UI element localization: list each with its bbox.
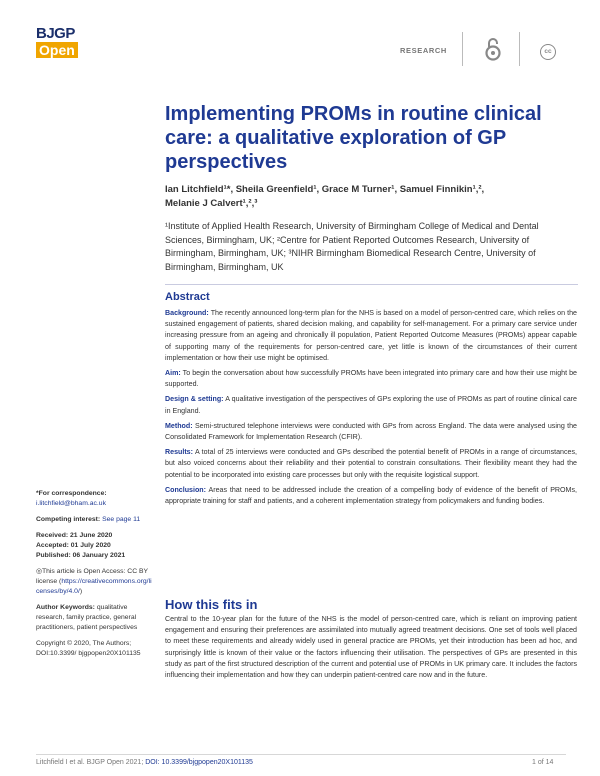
copyright-doi: [36, 639, 154, 659]
footer-doi-link[interactable]: DOI: 10.3399/bjgpopen20X101135: [145, 759, 253, 766]
abstract-results: [165, 447, 577, 481]
header-divider: [519, 32, 520, 66]
section-label: RESEARCH: [400, 46, 447, 55]
page-number: 1 of 14: [532, 759, 554, 766]
section-text: To begin the conversation about how successfully PROMs have been integrated into primary care and how their use might be supported.: [165, 369, 577, 389]
cc-icon: cc: [540, 44, 556, 60]
received-date: Received: 21 June 2020: [36, 532, 113, 539]
correspondence-email[interactable]: i.litchfield@bham.ac.uk: [36, 500, 106, 507]
correspondence: *For correspondence: i.litchfield@bham.ac.uk: [36, 490, 107, 507]
keywords: Author Keywords: qualitative research, family practice, general practitioners, patient perspectives: [36, 604, 138, 631]
affiliations: ¹Institute of Applied Health Research, University of Birmingham College of Medical and Dental Sciences, Birmingham, UK; ²Centre for Patient Reported Outcomes Research, University of Birmingham, Birmingham, UK; ³NIHR Birmingham Biomedical Research Centre, University of Birmingham, Birmingham, UK: [165, 221, 539, 272]
section-label: Results:: [165, 448, 193, 457]
abstract-background: [165, 308, 577, 364]
section-text: Areas that need to be addressed include the creation of a compelling body of evidence of the benefit of PROMs, appropriate training for staff and patients, and a coherent implementation strategy from policymakers and funding bodies.: [165, 485, 577, 506]
copyright: Copyright © 2020, The Authors;: [36, 640, 132, 647]
open-access-icon: [484, 36, 502, 67]
footer-divider: [36, 754, 566, 755]
dates: [36, 531, 154, 561]
abstract-divider: [165, 284, 578, 285]
section-label: Aim:: [165, 369, 181, 378]
section-label: Design & setting:: [165, 395, 224, 404]
abstract-heading: Abstract: [165, 291, 210, 303]
author-list: [165, 183, 545, 211]
article-title: Implementing PROMs in routine clinical care: a qualitative exploration of GP perspectives: [165, 103, 542, 173]
footer-citation: Litchfield I et al. BJGP Open 2021; DOI: 10.3399/bjgpopen20X101135: [36, 759, 253, 766]
abstract-aim: [165, 368, 577, 390]
logo-top-text: BJGP: [36, 25, 75, 42]
accepted-date: Accepted: 01 July 2020: [36, 542, 111, 549]
section-label: Background:: [165, 309, 209, 317]
doi: DOI:10.3399/ bjgpopen20X101135: [36, 650, 141, 657]
abstract-body: [165, 308, 577, 511]
journal-logo: [36, 26, 106, 60]
section-text: The recently announced long-term plan for the NHS is based on a model of person-centred care, which relies on the sustained engagement of patients, shared decision making, and capability for self-management. For a primary care service under increasing pressure from an ageing and chronically ill population, Patient Reported Outcome Measures (PROMs) appear capable of supporting many of the requirements for person-centred care, yet little is known of the circumstances of their current implementation or how their use might be optimised.: [165, 309, 578, 362]
open-access-mini-icon: ◎: [36, 568, 42, 575]
published-date: Published: 06 January 2021: [36, 552, 126, 559]
license-link[interactable]: https://creativecommons.org/licenses/by/4.0/: [36, 578, 152, 595]
abstract-design: [165, 394, 577, 416]
logo-bottom-text: Open: [36, 42, 78, 58]
how-this-fits-text: Central to the 10-year plan for the future of the NHS is the model of person-centred care, which is reliant on improving patient engagement and ensuring their preferences are assimilated into mutually agreed treatment decisions. One set of tools well placed to meet these requirements and already widely used in general practice are PROMs, yet their introduction has been ad hoc, and surprisingly little is known of their value or the factors influencing their utilisation. The perspectives of GPs are presented in this study as part of the first structured description of the current and potential use of PROMs in UK primary care. It includes the factors influencing their implementation and how they can underpin patient-centred care now and in the future.: [165, 615, 577, 680]
section-text: A total of 25 interviews were conducted and GPs described the potential benefit of PROMs in a range of circumstances, but also voiced concerns about their reliability and their potential to constrain consultations. Their flexibility meant they had the potential to be incorporated into existing care processes but only with the requisite logistical support.: [165, 448, 577, 479]
competing-interest-link[interactable]: See page 11: [102, 516, 141, 523]
abstract-method: [165, 421, 577, 443]
section-label: Method:: [165, 421, 193, 430]
section-text: A qualitative investigation of the perspectives of GPs exploring the use of PROMs as part of routine clinical care in England.: [165, 395, 577, 415]
article-sidebar: [36, 489, 154, 665]
section-text: Semi-structured telephone interviews were conducted with GPs from across England. The data were analysed using the Consolidated Framework for Implementation Research (CFIR).: [165, 421, 577, 442]
abstract-conclusion: [165, 485, 577, 507]
how-this-fits-heading: How this fits in: [165, 597, 258, 612]
section-label: Conclusion:: [165, 485, 206, 494]
competing-interest: Competing interest: See page 11: [36, 516, 141, 523]
license: ◎This article is Open Access: CC BY license (https://creativecommons.org/licenses/by/4.0/): [36, 568, 152, 595]
header-divider: [462, 32, 463, 66]
author-line: Melanie J Calvert¹,²,³: [165, 198, 258, 209]
author-line: Ian Litchfield¹*, Sheila Greenfield¹, Grace M Turner¹, Samuel Finnikin¹,²,: [165, 184, 485, 195]
